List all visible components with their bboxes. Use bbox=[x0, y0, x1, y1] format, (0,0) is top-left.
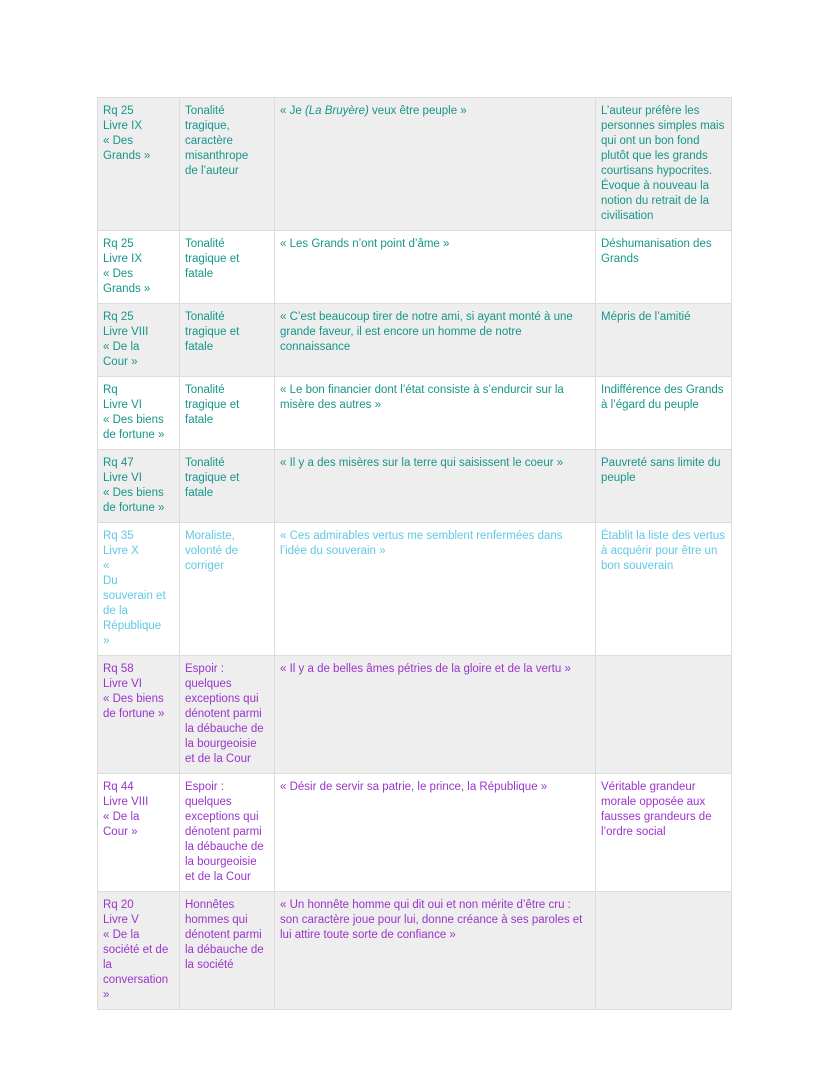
table-row bbox=[98, 523, 732, 656]
reference-cell: Rq Livre VI « Des biens de fortune » bbox=[98, 377, 180, 450]
comment-cell: Déshumanisation des Grands bbox=[596, 231, 732, 304]
comment-cell: Indifférence des Grands à l’égard du peuple bbox=[596, 377, 732, 450]
table-row bbox=[98, 98, 732, 231]
tone-cell: Tonalité tragique et fatale bbox=[180, 450, 275, 523]
quote-text: « Je bbox=[280, 105, 305, 117]
remarks-table bbox=[97, 97, 732, 1010]
quote-cell: « Un honnête homme qui dit oui et non mérite d’être cru : son caractère joue pour lui, donne créance à ses paroles et lui attire toute sorte de confiance » bbox=[275, 892, 596, 1010]
quote-text: veux être peuple » bbox=[368, 105, 467, 117]
table-row bbox=[98, 450, 732, 523]
comment-cell: Véritable grandeur morale opposée aux fausses grandeurs de l’ordre social bbox=[596, 774, 732, 892]
comment-cell: L’auteur préfère les personnes simples mais qui ont un bon fond plutôt que les grands courtisans hypocrites. Évoque à nouveau la notion du retrait de la civilisation bbox=[596, 98, 732, 231]
table-row bbox=[98, 304, 732, 377]
tone-cell: Tonalité tragique et fatale bbox=[180, 231, 275, 304]
reference-cell: Rq 35 Livre X « Du souverain et de la République » bbox=[98, 523, 180, 656]
quote-cell bbox=[275, 98, 596, 231]
comment-cell: Pauvreté sans limite du peuple bbox=[596, 450, 732, 523]
tone-cell: Espoir : quelques exceptions qui dénotent parmi la débauche de la bourgeoisie et de la Cour bbox=[180, 656, 275, 774]
quote-cell: « Il y a de belles âmes pétries de la gloire et de la vertu » bbox=[275, 656, 596, 774]
table-row bbox=[98, 656, 732, 774]
table-body bbox=[98, 98, 732, 1010]
reference-cell: Rq 20 Livre V « De la société et de la conversation » bbox=[98, 892, 180, 1010]
quote-author-italic: (La Bruyère) bbox=[304, 105, 369, 117]
reference-cell: Rq 47 Livre VI « Des biens de fortune » bbox=[98, 450, 180, 523]
quote-cell: « Les Grands n’ont point d’âme » bbox=[275, 231, 596, 304]
quote-cell: « Le bon financier dont l’état consiste à s’endurcir sur la misère des autres » bbox=[275, 377, 596, 450]
reference-cell: Rq 25 Livre IX « Des Grands » bbox=[98, 231, 180, 304]
comment-cell: Établit la liste des vertus à acquérir pour être un bon souverain bbox=[596, 523, 732, 656]
tone-cell: Tonalité tragique, caractère misanthrope de l’auteur bbox=[180, 98, 275, 231]
reference-cell: Rq 25 Livre VIII « De la Cour » bbox=[98, 304, 180, 377]
tone-cell: Espoir : quelques exceptions qui dénotent parmi la débauche de la bourgeoisie et de la Cour bbox=[180, 774, 275, 892]
reference-cell: Rq 44 Livre VIII « De la Cour » bbox=[98, 774, 180, 892]
quote-cell: « C’est beaucoup tirer de notre ami, si ayant monté à une grande faveur, il est encore un homme de notre connaissance bbox=[275, 304, 596, 377]
quote-cell: « Il y a des misères sur la terre qui saisissent le coeur » bbox=[275, 450, 596, 523]
quote-cell: « Désir de servir sa patrie, le prince, la République » bbox=[275, 774, 596, 892]
tone-cell: Moraliste, volonté de corriger bbox=[180, 523, 275, 656]
tone-cell: Tonalité tragique et fatale bbox=[180, 304, 275, 377]
reference-cell: Rq 58 Livre VI « Des biens de fortune » bbox=[98, 656, 180, 774]
quote-cell: « Ces admirables vertus me semblent renfermées dans l’idée du souverain » bbox=[275, 523, 596, 656]
comment-cell bbox=[596, 656, 732, 774]
comment-cell: Mépris de l’amitié bbox=[596, 304, 732, 377]
table-row bbox=[98, 774, 732, 892]
table-row bbox=[98, 892, 732, 1010]
table-row bbox=[98, 231, 732, 304]
table-row bbox=[98, 377, 732, 450]
tone-cell: Honnêtes hommes qui dénotent parmi la débauche de la société bbox=[180, 892, 275, 1010]
reference-cell: Rq 25 Livre IX « Des Grands » bbox=[98, 98, 180, 231]
comment-cell bbox=[596, 892, 732, 1010]
tone-cell: Tonalité tragique et fatale bbox=[180, 377, 275, 450]
